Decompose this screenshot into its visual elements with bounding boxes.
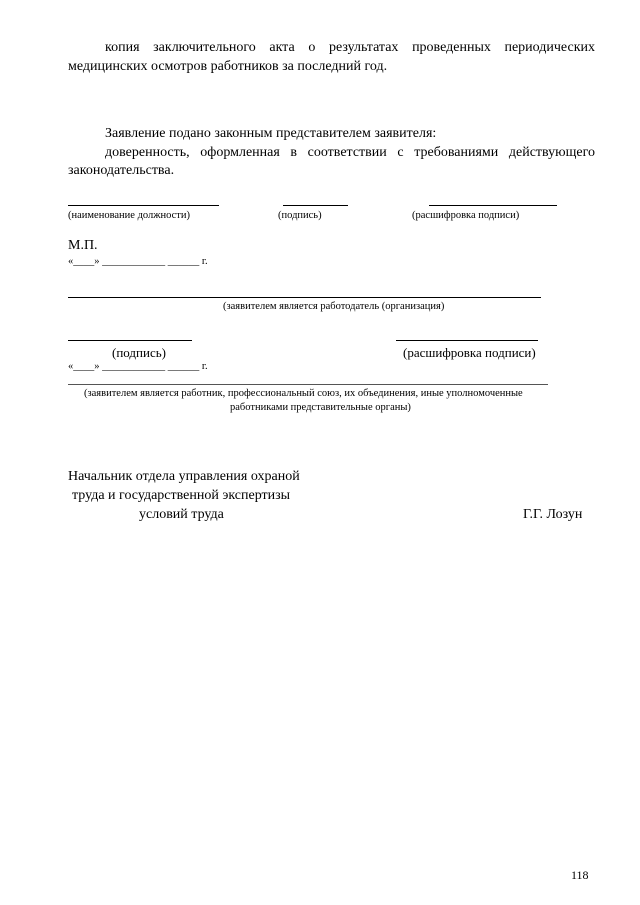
worker-caption-line-1: (заявителем является работник, профессиональный союз, их объединения, иные уполномоченные — [84, 388, 523, 399]
decoding-line-1 — [429, 205, 557, 206]
decoding-line-2 — [396, 340, 538, 341]
decoding-caption-1: (расшифровка подписи) — [412, 210, 520, 221]
worker-caption-line-2: работниками представительные органы) — [230, 402, 411, 413]
power-of-attorney-line-2: законодательства. — [68, 163, 175, 178]
submitted-by-text: Заявление подано законным представителем заявителя: — [105, 126, 437, 141]
copy-act-line-2: медицинских осмотров работников за последний год. — [68, 59, 388, 74]
official-title-line-2: труда и государственной экспертизы — [72, 488, 291, 503]
official-title-line-1: Начальник отдела управления охраной — [68, 469, 300, 484]
date-line-1: «____» ____________ ______ г. — [68, 256, 208, 267]
worker-line — [68, 384, 548, 385]
signature-caption-2: (подпись) — [112, 345, 166, 360]
page-number: 118 — [571, 868, 589, 882]
signature-line-1 — [283, 205, 348, 206]
employer-line — [68, 297, 541, 298]
official-name: Г.Г. Лозун — [523, 507, 583, 522]
position-line — [68, 205, 219, 206]
position-caption: (наименование должности) — [68, 210, 191, 221]
signature-caption-1: (подпись) — [278, 210, 322, 221]
copy-act-line-1: копия заключительного акта о результатах проведенных периодических — [105, 40, 595, 55]
official-title-line-3: условий труда — [139, 507, 224, 522]
date-line-2: «____» ____________ ______ г. — [68, 361, 208, 372]
power-of-attorney-line-1: доверенность, оформленная в соответствии с требованиями действующего — [105, 145, 595, 160]
signature-line-2 — [68, 340, 192, 341]
decoding-caption-2: (расшифровка подписи) — [403, 345, 536, 360]
seal-placeholder: М.П. — [68, 238, 98, 253]
employer-caption: (заявителем является работодатель (организация) — [223, 301, 445, 312]
